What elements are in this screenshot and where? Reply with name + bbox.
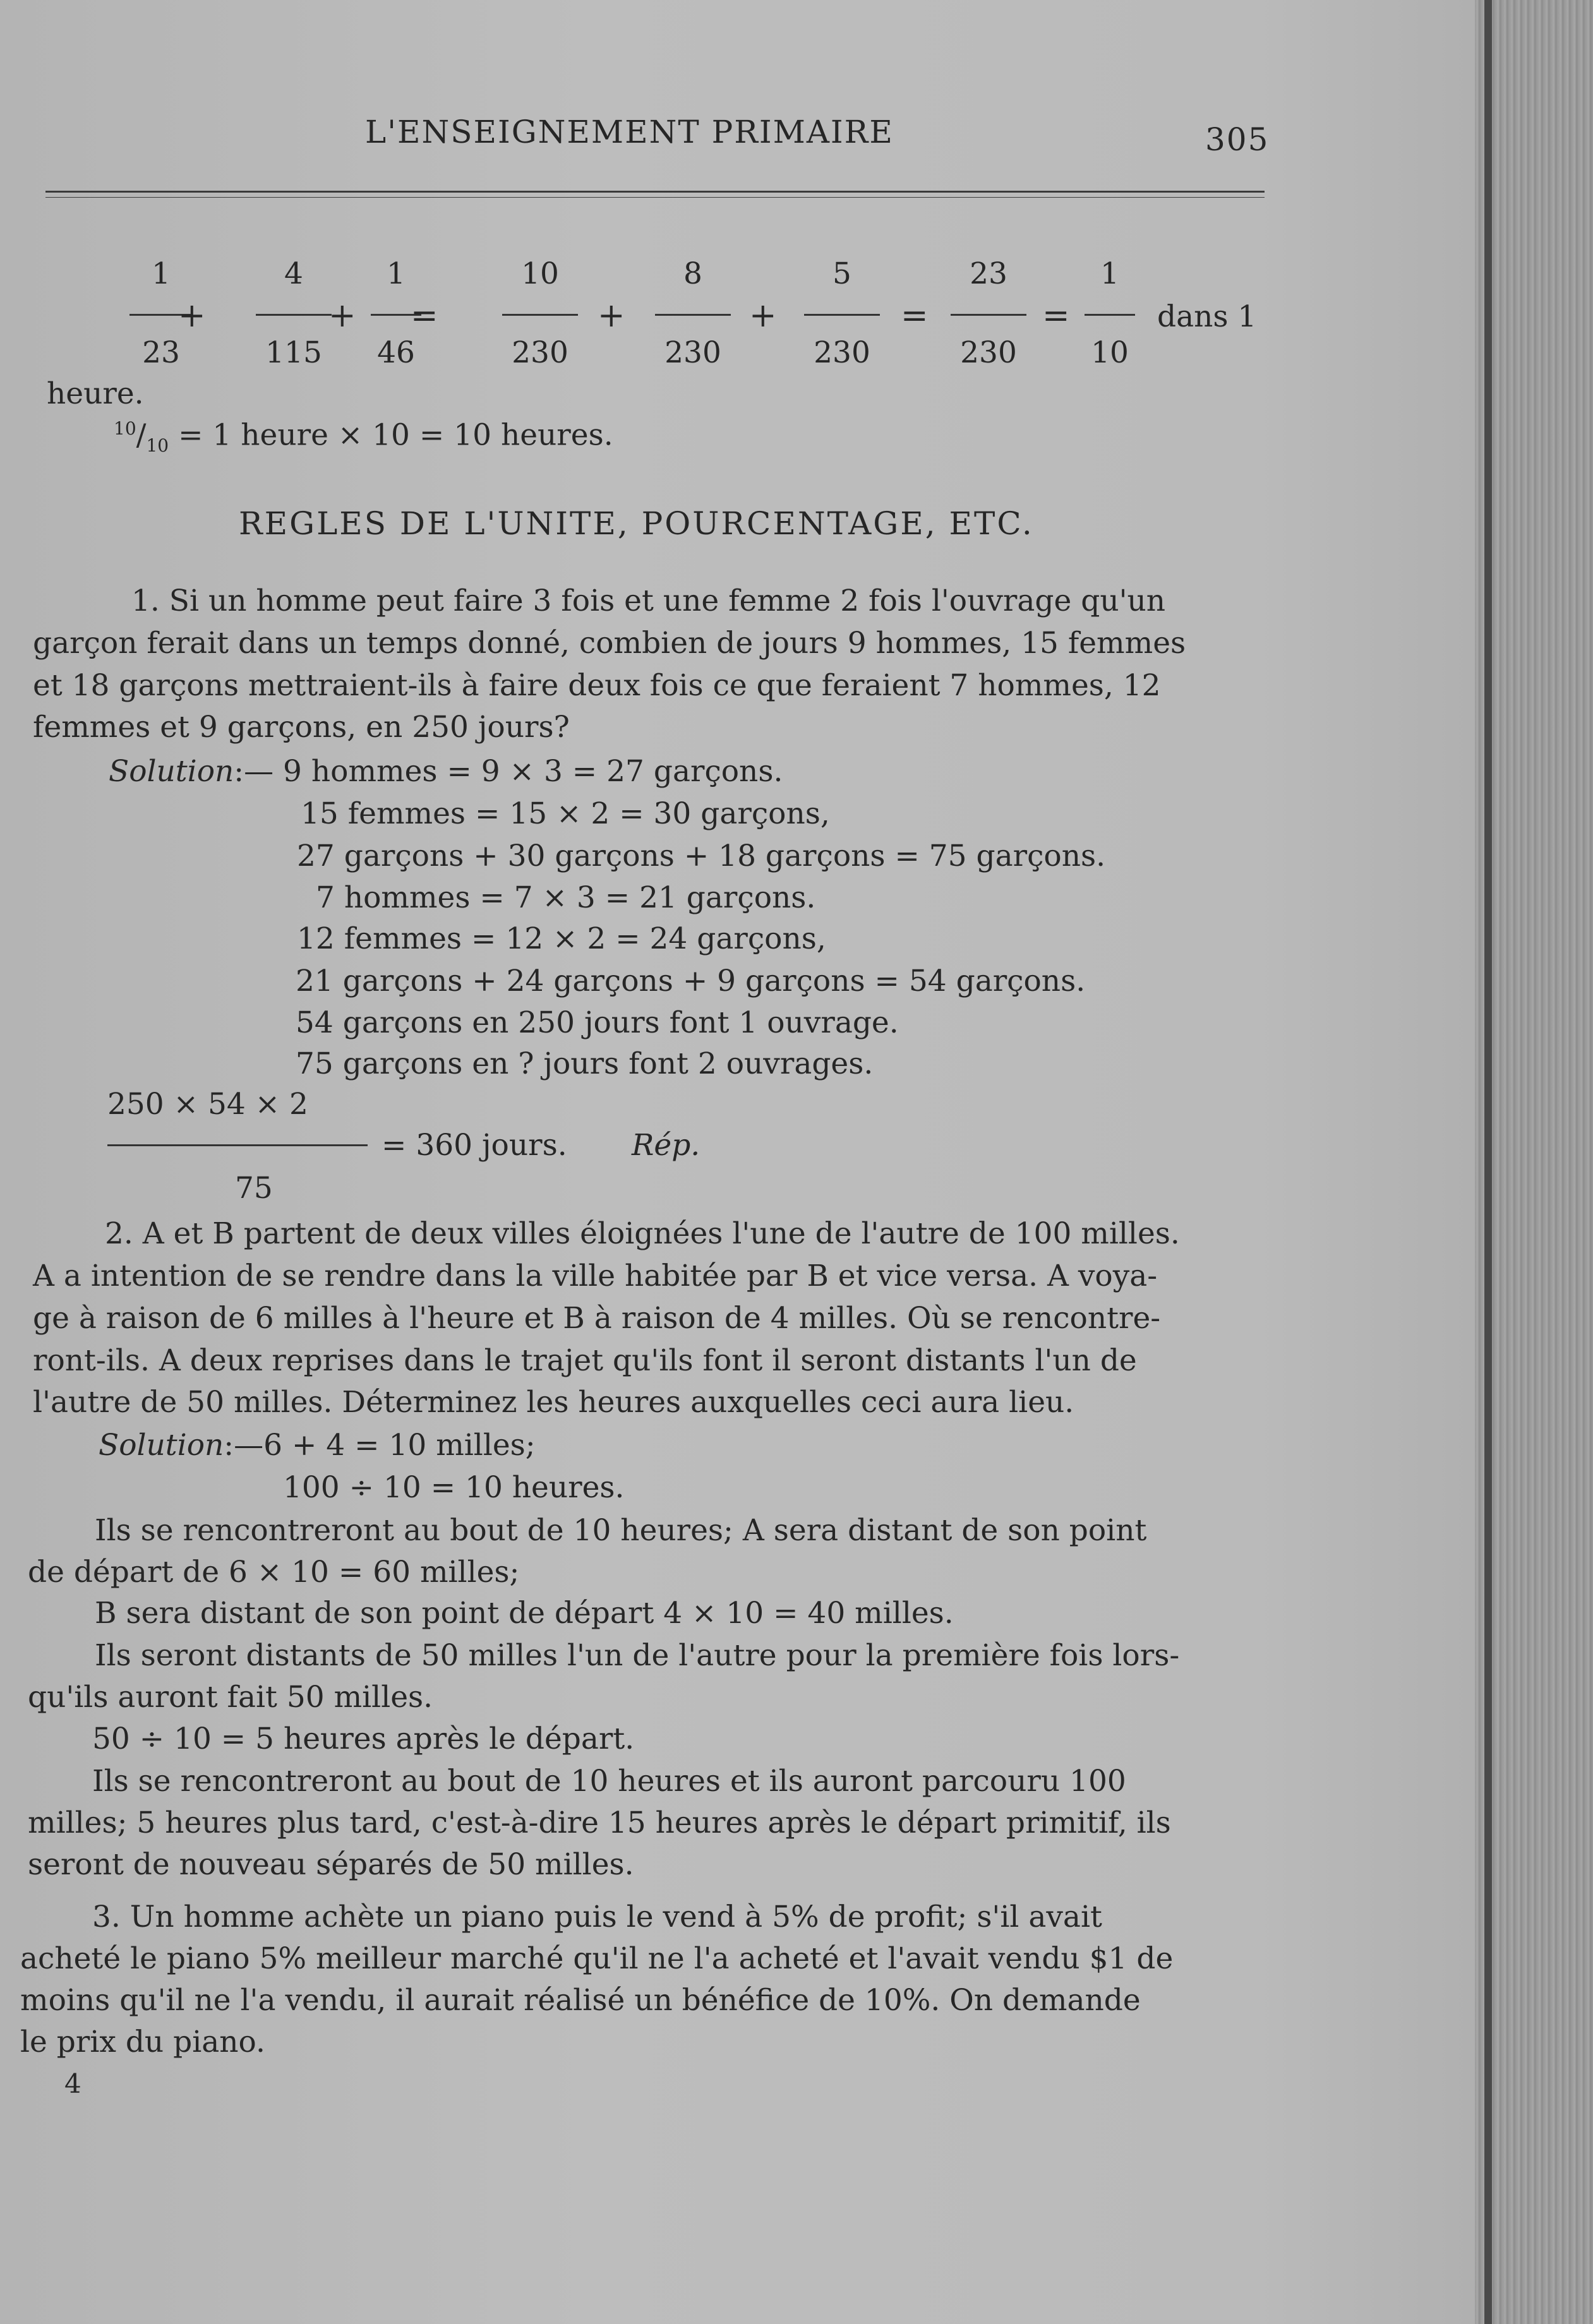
fraction-numerator: 23 [970,256,1007,291]
fraction-denominator: 46 [377,335,415,370]
ratio-line: $^{10}/_{10} = 1$ heure × 10 = 10 heures. [114,417,613,457]
p2-body-line: de départ de 6 × 10 = 60 milles; [28,1555,520,1590]
fraction-numerator: 8 [683,256,702,291]
ratio-sup: 10 [114,418,136,439]
fraction-operator: + [598,297,625,335]
fraction-bar [502,314,578,316]
ratio-rest: = 1 heure × 10 = 10 heures. [178,417,613,453]
p1-solution [109,754,783,789]
fraction-continuation: heure. [47,376,144,411]
p2-body-line: B sera distant de son point de départ 4 × 10 = 40 milles. [95,1596,954,1631]
solution-label: Solution [109,754,234,789]
p2-line: l'autre de 50 milles. Déterminez les heures auxquelles ceci aura lieu. [33,1385,1074,1420]
p2-solution [99,1428,536,1463]
p1-solution-line: 7 hommes = 7 × 3 = 21 garçons. [316,880,816,915]
p2-body-line: 50 ÷ 10 = 5 heures après le départ. [92,1722,635,1756]
p2-body-line: Ils seront distants de 50 milles l'un de l'autre pour la première fois lors- [95,1638,1180,1673]
fraction-denominator: 230 [814,335,870,370]
p2-line: 2. A et B partent de deux villes éloignées l'une de l'autre de 100 milles. [105,1216,1180,1251]
p3-line: 3. Un homme achète un piano puis le vend à 5% de profit; s'il avait [92,1900,1102,1934]
p1-calc-result: = 360 jours. [382,1128,567,1163]
fraction-operator: = [1042,297,1070,335]
p1-calc-answer-label: Rép. [632,1128,700,1163]
page-gutter-shadow [1484,0,1492,2324]
p1-line: et 18 garçons mettraient-ils à faire deux fois ce que feraient 7 hommes, 12 [33,668,1161,703]
fraction-operator: = [411,297,438,335]
fraction-numerator: 1 [1100,256,1119,291]
solution-label: Solution [99,1428,224,1463]
p2-body-line: seront de nouveau séparés de 50 milles. [28,1847,634,1882]
p2-line: A a intention de se rendre dans la ville habitée par B et vice versa. A voya- [33,1259,1158,1293]
fraction-denominator: 230 [512,335,568,370]
fraction-operator: + [749,297,777,335]
p3-line: acheté le piano 5% meilleur marché qu'il ne l'a acheté et l'avait vendu $1 de [20,1941,1174,1976]
p1-calc-fraction-bar [107,1144,368,1146]
p2-body-line: Ils se rencontreront au bout de 10 heures; A sera distant de son point [95,1513,1147,1548]
p1-solution-line: 54 garçons en 250 jours font 1 ouvrage. [296,1005,899,1040]
p1-solution-line: 15 femmes = 15 × 2 = 30 garçons, [301,796,830,831]
fraction-operator: + [178,297,206,335]
p1-calc-numerator: 250 × 54 × 2 [107,1087,308,1122]
p2-line: ront-ils. A deux reprises dans le trajet qu'ils font il seront distants l'un de [33,1343,1137,1378]
fraction-denominator: 115 [265,335,322,370]
section-title: REGLES DE L'UNITE, POURCENTAGE, ETC. [239,505,1034,542]
p1-calc-denominator: 75 [235,1171,273,1206]
p2-body-line: milles; 5 heures plus tard, c'est-à-dire 15 heures après le départ primitif, ils [28,1806,1171,1840]
ratio-sub: 10 [146,435,169,457]
p1-line: femmes et 9 garçons, en 250 jours? [33,710,570,745]
fraction-numerator: 10 [521,256,559,291]
p3-line: le prix du piano. [20,2025,265,2059]
p1-solution-line: 27 garçons + 30 garçons + 18 garçons = 75 garçons. [297,839,1106,873]
fraction-denominator: 23 [142,335,180,370]
solution-first-line: :— 9 hommes = 9 × 3 = 27 garçons. [234,754,783,789]
fraction-denominator: 230 [960,335,1017,370]
fraction-operator: = [901,297,929,335]
fraction-denominator: 230 [664,335,721,370]
fraction-numerator: 1 [387,256,406,291]
fraction-tail: dans 1 [1157,299,1257,334]
p1-line: 1. Si un homme peut faire 3 fois et une femme 2 fois l'ouvrage qu'un [131,584,1166,618]
p1-solution-line: 75 garçons en ? jours font 2 ouvrages. [296,1046,874,1081]
solution-first-line: :—6 + 4 = 10 milles; [224,1428,536,1463]
header-rule-thin [45,197,1265,198]
p1-solution-line: 21 garçons + 24 garçons + 9 garçons = 54 garçons. [296,964,1086,998]
fraction-operator: + [328,297,356,335]
fraction-denominator: 10 [1091,335,1129,370]
fraction-numerator: 5 [833,256,851,291]
fraction-bar [951,314,1026,316]
p2-body-line: Ils se rencontreront au bout de 10 heures et ils auront parcouru 100 [92,1764,1126,1799]
signature-mark: 4 [64,2068,81,2099]
fraction-bar [256,314,332,316]
running-header: L'ENSEIGNEMENT PRIMAIRE [365,114,894,150]
fraction-bar [1085,314,1135,316]
p2-line: ge à raison de 6 milles à l'heure et B à raison de 4 milles. Où se rencontre- [33,1301,1161,1336]
p2-body-line: qu'ils auront fait 50 milles. [28,1680,433,1715]
p1-solution-line: 12 femmes = 12 × 2 = 24 garçons, [297,921,826,956]
p3-line: moins qu'il ne l'a vendu, il aurait réalisé un bénéfice de 10%. On demande [20,1983,1141,2018]
page-number: 305 [1205,121,1270,158]
p1-line: garçon ferait dans un temps donné, combien de jours 9 hommes, 15 femmes [33,626,1186,661]
fraction-bar [655,314,731,316]
fraction-numerator: 1 [152,256,171,291]
page-block-edge [1475,0,1593,2324]
fraction-bar [804,314,880,316]
fraction-numerator: 4 [284,256,303,291]
header-rule [45,191,1265,193]
p2-solution-line: 100 ÷ 10 = 10 heures. [283,1470,625,1505]
